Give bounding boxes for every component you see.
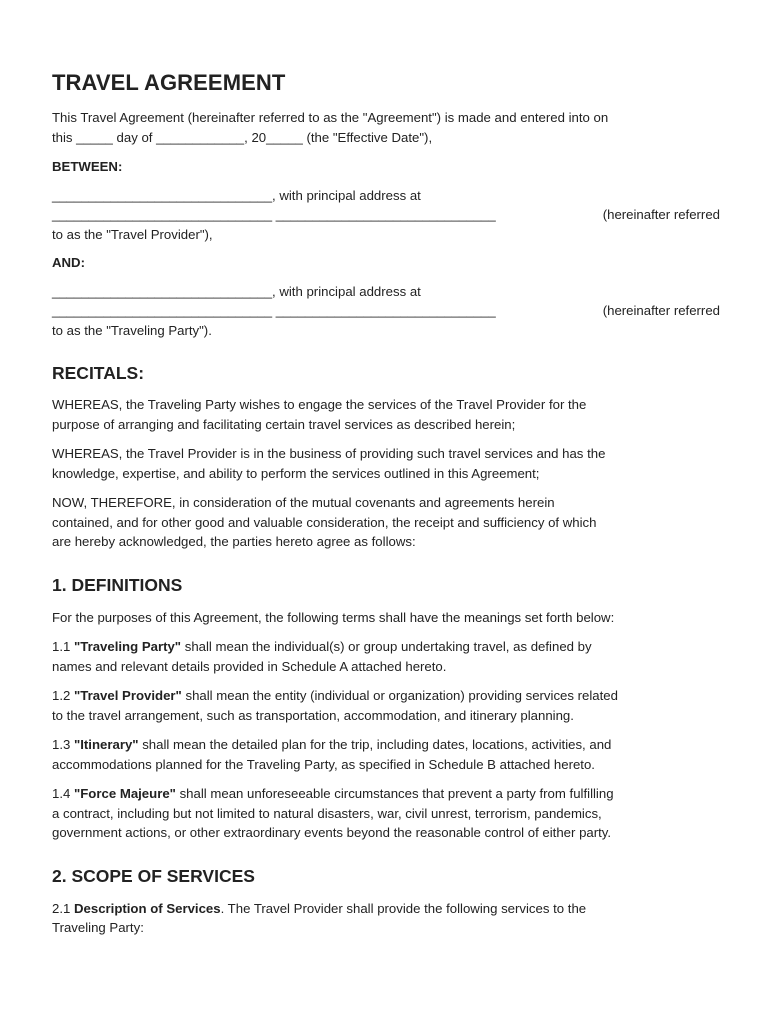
definition-line bbox=[52, 637, 720, 657]
recital-paragraph bbox=[52, 395, 720, 434]
recital-line: NOW, THEREFORE, in consideration of the mutual covenants and agreements herein bbox=[52, 495, 555, 510]
scope-line bbox=[52, 899, 720, 919]
scope-number: 2.1 bbox=[52, 900, 74, 916]
definition-number: 1.1 bbox=[52, 639, 74, 654]
recitals-heading: RECITALS: bbox=[52, 363, 145, 383]
party-line: ______________________________, with principal address at bbox=[52, 283, 421, 299]
recital-line: are hereby acknowledged, the parties hereto agree as follows: bbox=[52, 534, 416, 549]
intro-line: This Travel Agreement (hereinafter referred to as the "Agreement") is made and entered into on bbox=[52, 110, 609, 125]
provider-line: to as the "Travel Provider"), bbox=[52, 226, 213, 242]
definition-line bbox=[52, 735, 720, 755]
provider-line: ______________________________, with principal address at bbox=[52, 187, 421, 203]
definition-text: shall mean the detailed plan for the trip, including dates, locations, activities, and bbox=[138, 737, 612, 752]
definition-text: shall mean the entity (individual or organization) providing services related bbox=[181, 688, 618, 703]
between-label: BETWEEN: bbox=[52, 159, 123, 174]
provider-block bbox=[52, 186, 720, 245]
definition-term: "Itinerary" bbox=[74, 737, 139, 752]
definition-number: 1.4 bbox=[52, 786, 74, 801]
definition-number: 1.3 bbox=[52, 737, 74, 752]
definitions-heading: 1. DEFINITIONS bbox=[52, 574, 183, 595]
definition-item bbox=[52, 735, 720, 774]
definition-term: "Traveling Party" bbox=[74, 639, 182, 654]
definition-term: "Travel Provider" bbox=[74, 688, 182, 703]
definition-item bbox=[52, 686, 720, 725]
definitions-intro: For the purposes of this Agreement, the following terms shall have the meanings set forth below: bbox=[52, 609, 615, 625]
intro-paragraph bbox=[52, 108, 720, 147]
party-hereinafter: (hereinafter referred bbox=[602, 303, 720, 318]
definition-line: names and relevant details provided in Schedule A attached hereto. bbox=[52, 658, 447, 674]
definition-line: accommodations planned for the Traveling Party, as specified in Schedule B attached hereto. bbox=[52, 756, 595, 772]
definition-item bbox=[52, 637, 720, 676]
provider-address-blank: ______________________________ ______________________________ bbox=[52, 207, 496, 222]
recital-paragraph bbox=[52, 444, 720, 483]
party-block bbox=[52, 282, 720, 341]
scope-line: Traveling Party: bbox=[52, 920, 144, 935]
party-line: to as the "Traveling Party"). bbox=[52, 322, 212, 338]
scope-term: Description of Services bbox=[74, 900, 221, 916]
definition-line bbox=[52, 784, 720, 804]
and-label: AND: bbox=[52, 255, 85, 270]
document-title: TRAVEL AGREEMENT bbox=[52, 70, 286, 95]
definition-line: to the travel arrangement, such as transportation, accommodation, and itinerary planning. bbox=[52, 707, 574, 723]
definition-text: shall mean unforeseeable circumstances that prevent a party from fulfilling bbox=[175, 786, 614, 801]
definition-term: "Force Majeure" bbox=[74, 786, 176, 801]
recital-paragraph bbox=[52, 493, 720, 552]
definition-number: 1.2 bbox=[52, 688, 74, 703]
party-address-line bbox=[52, 301, 720, 321]
recital-line: purpose of arranging and facilitating certain travel services as described herein; bbox=[52, 416, 516, 432]
document-page bbox=[52, 70, 720, 938]
definition-line: government actions, or other extraordinary events beyond the reasonable control of either party. bbox=[52, 825, 612, 840]
party-address-blank: ______________________________ ______________________________ bbox=[52, 303, 496, 318]
intro-line: this _____ day of ____________, 20_____ (the "Effective Date"), bbox=[52, 129, 433, 145]
recital-line: knowledge, expertise, and ability to perform the services outlined in this Agreement; bbox=[52, 465, 540, 481]
definition-line: a contract, including but not limited to natural disasters, war, civil unrest, terrorism, pandemics, bbox=[52, 805, 602, 821]
provider-address-line bbox=[52, 205, 720, 225]
definition-line bbox=[52, 686, 720, 706]
recital-line: WHEREAS, the Travel Provider is in the business of providing such travel services and has the bbox=[52, 446, 606, 461]
provider-hereinafter: (hereinafter referred bbox=[602, 207, 720, 222]
recital-line: WHEREAS, the Traveling Party wishes to engage the services of the Travel Provider for the bbox=[52, 397, 587, 412]
recital-line: contained, and for other good and valuable consideration, the receipt and sufficiency of which bbox=[52, 514, 597, 530]
definition-text: shall mean the individual(s) or group undertaking travel, as defined by bbox=[181, 639, 592, 654]
scope-heading: 2. SCOPE OF SERVICES bbox=[52, 865, 255, 886]
scope-item bbox=[52, 899, 720, 938]
definition-item bbox=[52, 784, 720, 843]
scope-text: . The Travel Provider shall provide the following services to the bbox=[220, 900, 587, 916]
